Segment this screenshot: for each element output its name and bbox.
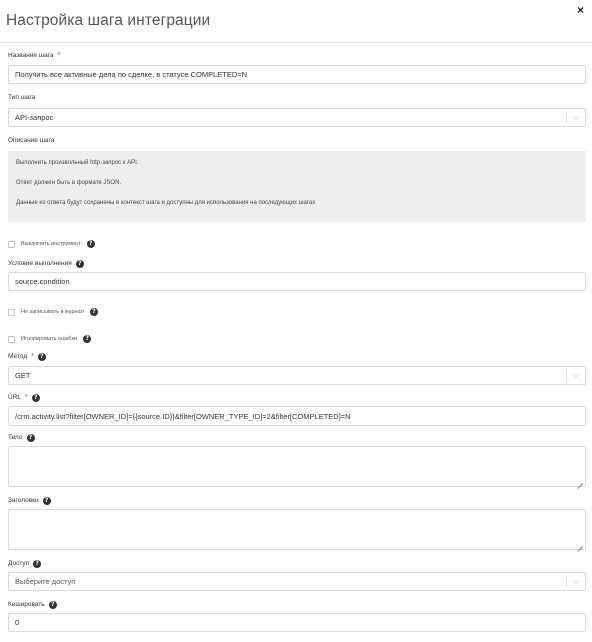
disable-tool-checkbox[interactable] [8,241,15,248]
body-textarea[interactable] [8,446,586,487]
description-line: Ответ должен быть в формате JSON. [16,180,122,186]
no-log-option [8,308,98,316]
dialog-header [0,0,592,43]
step-type-label: Тип шага [8,94,36,101]
description-panel [8,151,586,222]
cache-label: Кешировать ? [8,601,57,609]
body-label: Тело ? [8,434,35,442]
url-input[interactable] [8,406,586,426]
access-select[interactable] [8,572,586,591]
help-icon[interactable]: ? [76,260,84,268]
step-name-input[interactable] [8,65,586,84]
help-icon[interactable]: ? [43,497,51,505]
resize-handle-icon[interactable] [577,541,583,547]
help-icon[interactable]: ? [32,394,40,402]
close-icon[interactable]: × [576,3,584,17]
description-line: Выполнить произвольный http-запрос к API. [16,160,139,166]
no-log-label: Не записывать в журнал [21,309,84,315]
disable-tool-label: Выключить инструмент [21,241,81,247]
step-type-select[interactable] [8,108,586,127]
description-label: Описание шага [8,137,55,144]
required-mark: * [57,52,61,59]
condition-input[interactable] [8,272,586,291]
help-icon[interactable]: ? [83,335,91,343]
condition-value: source.condition [15,277,70,286]
url-value: /crm.activity.list?filter[OWNER_ID]={{source.ID}}&filter[OWNER_TYPE_ID]=2&filter[COMPLETED]=N [15,411,351,421]
help-icon[interactable]: ? [90,308,98,316]
help-icon[interactable]: ? [87,240,95,248]
description-line: Данные из ответа будут сохранены в контекст шага и доступны для использования на последующих шагах [16,200,316,206]
step-name-value: Получить все активные дела по сделке, в статусе COMPLETED=N [15,70,248,79]
headers-textarea[interactable] [8,509,586,550]
url-label: URL * ? [8,394,40,402]
ignore-errors-checkbox[interactable] [8,336,15,343]
method-label: Метод * ? [8,353,46,361]
chevron-down-icon[interactable]: ⌵ [566,576,585,587]
ignore-errors-label: Игнорировать ошибки [21,336,78,342]
step-type-value: API-запрос [15,113,54,122]
required-mark: * [25,394,28,401]
dialog-title: Настройка шага интеграции [6,12,211,29]
help-icon[interactable]: ? [38,353,46,361]
disable-tool-option [8,240,95,248]
cache-value: 0 [15,618,20,627]
chevron-down-icon[interactable]: ⌵ [566,112,585,123]
resize-handle-icon[interactable] [577,478,583,484]
access-label: Доступ ? [8,560,41,568]
required-mark: * [31,353,34,360]
no-log-checkbox[interactable] [8,309,15,316]
step-name-label: Название шага * [8,52,61,59]
method-select[interactable] [8,366,586,385]
method-value: GET [15,371,31,380]
access-placeholder: Выберите доступ [15,577,76,586]
help-icon[interactable]: ? [49,601,57,609]
headers-label: Заголовки ? [8,497,51,505]
condition-label: Условие выполнения ? [8,260,84,268]
cache-input[interactable] [8,613,586,632]
chevron-down-icon[interactable]: ⌵ [566,370,585,381]
help-icon[interactable]: ? [33,560,41,568]
help-icon[interactable]: ? [27,434,35,442]
ignore-errors-option [8,335,91,343]
